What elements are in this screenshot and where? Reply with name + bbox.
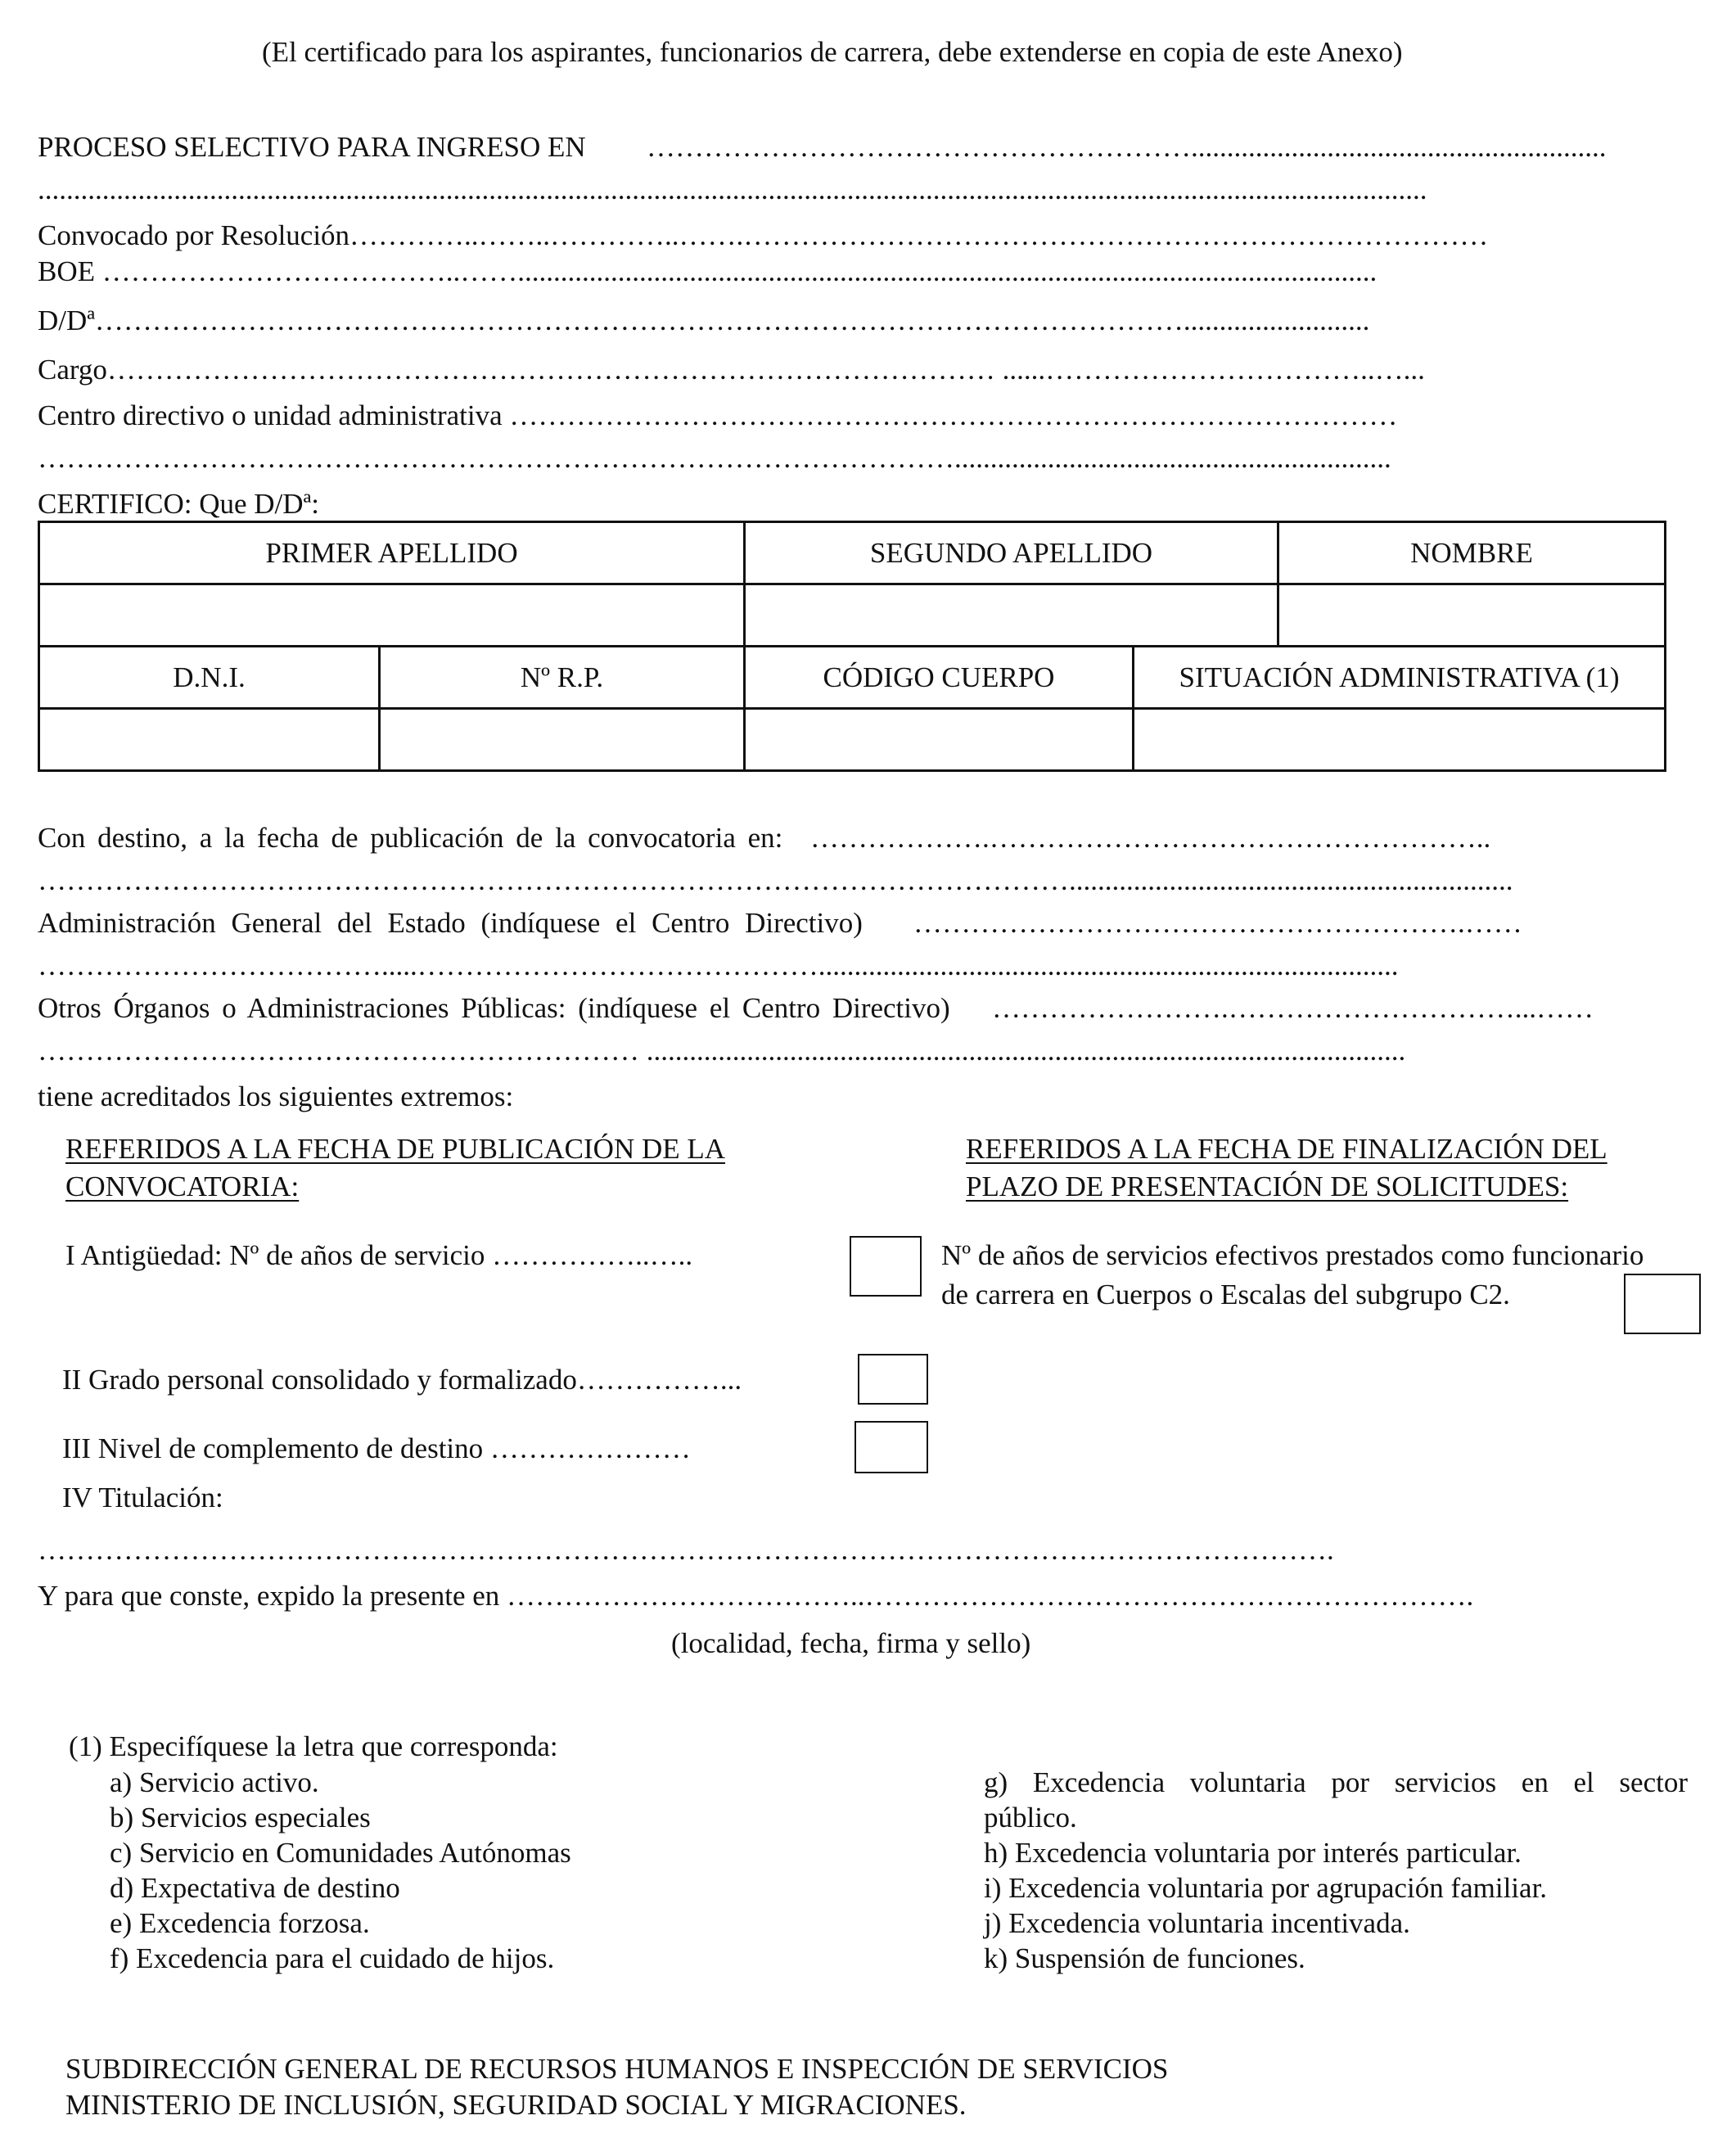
titulacion-label: IV Titulación: bbox=[62, 1482, 223, 1513]
note-item-g-cont: público. bbox=[984, 1802, 1077, 1834]
antiguedad-label: I Antigüedad: Nº de años de servicio ……………..….. bbox=[65, 1239, 693, 1271]
field-codigo-cuerpo[interactable] bbox=[745, 709, 1134, 771]
convocado-line: Convocado por Resolución…………..……..…………..…….…………………………………………………………………… bbox=[38, 219, 1489, 251]
note-item-f: f) Excedencia para el cuidado de hijos. bbox=[110, 1942, 555, 1974]
col-dni: D.N.I. bbox=[39, 647, 380, 709]
ref-left-heading-1: REFERIDOS A LA FECHA DE PUBLICACIÓN DE LA bbox=[65, 1133, 726, 1165]
footer-ministerio: MINISTERIO DE INCLUSIÓN, SEGURIDAD SOCIAL Y MIGRACIONES. bbox=[65, 2089, 967, 2121]
note-item-i: i) Excedencia voluntaria por agrupación familiar. bbox=[984, 1872, 1548, 1904]
field-nrp[interactable] bbox=[380, 709, 745, 771]
note-title: (1) Especifíquese la letra que corresponda: bbox=[69, 1730, 558, 1762]
field-situacion-administrativa[interactable] bbox=[1134, 709, 1666, 771]
dotted-line: ……………………………….....……………………………………................................................................................. bbox=[38, 949, 1399, 981]
grado-personal-label: II Grado personal consolidado y formalizado……………... bbox=[62, 1364, 742, 1396]
col-primer-apellido: PRIMER APELLIDO bbox=[39, 522, 745, 584]
ref-right-heading-1: REFERIDOS A LA FECHA DE FINALIZACIÓN DEL bbox=[966, 1133, 1608, 1165]
otros-label: Otros Órganos o Administraciones Públicas: (indíquese el Centro Directivo) bbox=[38, 992, 950, 1024]
dotted-line: ……………………………………………………………………………………............................................................. bbox=[38, 442, 1391, 474]
col-nrp: Nº R.P. bbox=[380, 647, 745, 709]
note-item-d: d) Expectativa de destino bbox=[110, 1872, 400, 1904]
dotted-line: ……………………………………………………………………………………………….............................................................. bbox=[38, 864, 1513, 896]
field-dni[interactable] bbox=[39, 709, 380, 771]
identity-table-names bbox=[38, 521, 1666, 647]
antiguedad-box[interactable] bbox=[850, 1236, 922, 1297]
note-item-h: h) Excedencia voluntaria por interés particular. bbox=[984, 1837, 1522, 1869]
col-nombre: NOMBRE bbox=[1278, 522, 1666, 584]
servicios-efectivos-box[interactable] bbox=[1624, 1274, 1701, 1334]
age-label: Administración General del Estado (indíquese el Centro Directivo) bbox=[38, 907, 863, 939]
identity-table-ids bbox=[38, 645, 1666, 772]
field-segundo-apellido[interactable] bbox=[745, 584, 1278, 647]
servicios-efectivos-label-1: Nº de años de servicios efectivos prestados como funcionario bbox=[941, 1239, 1644, 1271]
field-nombre[interactable] bbox=[1278, 584, 1666, 647]
dotted-line: .................................................................................................................................................................................................. bbox=[38, 174, 1427, 205]
servicios-efectivos-label-2: de carrera en Cuerpos o Escalas del subgrupo C2. bbox=[941, 1279, 1510, 1310]
cargo-line: Cargo………………………………………………………………………………… ......……………………………..…... bbox=[38, 354, 1425, 386]
note-item-a: a) Servicio activo. bbox=[110, 1766, 319, 1798]
nivel-complemento-label: III Nivel de complemento de destino ………………… bbox=[62, 1432, 691, 1464]
dd-line: D/Dª…………………………………………………………………………………………………….......................... bbox=[38, 304, 1370, 336]
note-item-b: b) Servicios especiales bbox=[110, 1802, 371, 1834]
ref-left-heading-2: CONVOCATORIA: bbox=[65, 1170, 300, 1202]
proceso-dots: ………………………………………………….......................................................... bbox=[647, 131, 1607, 163]
boe-line: BOE ………………………………..……........................................................................................................................ bbox=[38, 255, 1378, 287]
col-segundo-apellido: SEGUNDO APELLIDO bbox=[745, 522, 1278, 584]
note-item-j: j) Excedencia voluntaria incentivada. bbox=[984, 1907, 1410, 1939]
proceso-label: PROCESO SELECTIVO PARA INGRESO EN bbox=[38, 131, 586, 163]
nivel-complemento-box[interactable] bbox=[854, 1421, 928, 1473]
ref-right-heading-2: PLAZO DE PRESENTACIÓN DE SOLICITUDES: bbox=[966, 1170, 1569, 1202]
destino-dots: ……………….…………………………………………….. bbox=[810, 822, 1491, 854]
note-item-k: k) Suspensión de funciones. bbox=[984, 1942, 1305, 1974]
age-dots: ………………………………………………….…… bbox=[913, 907, 1522, 939]
otros-dots: …………………….…………………………...…… bbox=[992, 992, 1594, 1024]
tiene-label: tiene acreditados los siguientes extremos: bbox=[38, 1080, 514, 1112]
note-item-e: e) Excedencia forzosa. bbox=[110, 1907, 370, 1939]
col-codigo-cuerpo: CÓDIGO CUERPO bbox=[745, 647, 1134, 709]
note-item-g: g) Excedencia voluntaria por servicios en el sector bbox=[984, 1766, 1688, 1798]
localidad-note: (localidad, fecha, firma y sello) bbox=[671, 1627, 1031, 1659]
destino-label: Con destino, a la fecha de publicación de la convocatoria en: bbox=[38, 822, 783, 854]
dotted-line: ……………………………………………………… .......................................................................................................... bbox=[38, 1035, 1406, 1067]
certifico-label: CERTIFICO: Que D/Dª: bbox=[38, 488, 319, 520]
note-item-c: c) Servicio en Comunidades Autónomas bbox=[110, 1837, 571, 1869]
conste-line: Y para que conste, expido la presente en ………………………………..………………………………………………………. bbox=[38, 1580, 1474, 1612]
dotted-line: ………………………………………………………………………………………………………………………. bbox=[38, 1534, 1334, 1566]
footer-subdireccion: SUBDIRECCIÓN GENERAL DE RECURSOS HUMANOS E INSPECCIÓN DE SERVICIOS bbox=[65, 2053, 1169, 2085]
grado-personal-box[interactable] bbox=[858, 1354, 928, 1405]
field-primer-apellido[interactable] bbox=[39, 584, 745, 647]
centro-line: Centro directivo o unidad administrativa ………………………………………………………………………………… bbox=[38, 399, 1398, 431]
col-situacion-administrativa: SITUACIÓN ADMINISTRATIVA (1) bbox=[1134, 647, 1666, 709]
header-note: (El certificado para los aspirantes, funcionarios de carrera, debe extenderse en copia de este Anexo) bbox=[262, 36, 1403, 68]
